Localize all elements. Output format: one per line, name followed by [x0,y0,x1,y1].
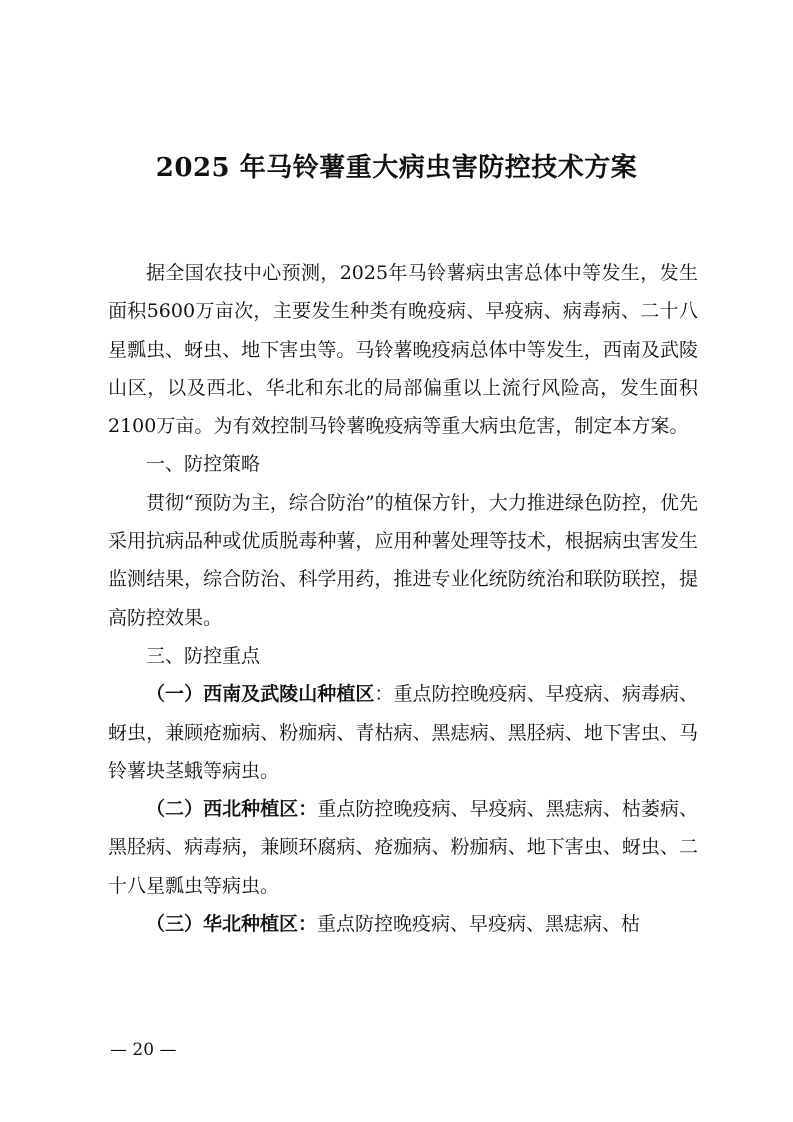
focus-item-southwest [108,675,698,790]
focus-item-northwest-lead: （二）西北种植区： [146,798,318,821]
focus-item-north-china [108,905,698,943]
strategy-paragraph: 贯彻“预防为主，综合防治”的植保方针，大力推进绿色防控，优先采用抗病品种或优质脱毒种薯，应用种薯处理等技术，根据病虫害发生监测结果，综合防治、科学用药，推进专业化统防统治和联防联控，提高防控效果。 [108,491,698,629]
focus-item-northwest-text: 重点防控晚疫病、早疫病、黑痣病、枯萎病、黑胫病、病毒病，兼顾环腐病、疮痂病、粉痂病、地下害虫、蚜虫、二十八星瓢虫等病虫。 [108,798,698,897]
intro-paragraph: 据全国农技中心预测，2025年马铃薯病虫害总体中等发生，发生面积5600万亩次，主要发生种类有晚疫病、早疫病、病毒病、二十八星瓢虫、蚜虫、地下害虫等。马铃薯晚疫病总体中等发生，西南及武陵山区，以及西北、华北和东北的局部偏重以上流行风险高，发生面积2100万亩。为有效控制马铃薯晚疫病等重大病虫危害，制定本方案。 [108,262,698,438]
page-number: — 20 — [110,1040,177,1060]
focus-item-southwest-text: ：重点防控晚疫病、早疫病、病毒病、蚜虫，兼顾疮痂病、粉痂病、青枯病、黑痣病、黑胫病、地下害虫、马铃薯块茎蛾等病虫。 [108,683,698,782]
focus-item-northwest [108,790,698,905]
section-heading-strategy: 一、防控策略 [146,453,261,476]
focus-item-north-china-lead: （三）华北种植区： [146,913,318,936]
document-body [108,254,698,943]
focus-item-north-china-text: 重点防控晚疫病、早疫病、黑痣病、枯 [317,913,641,936]
document-title: 2025 年马铃薯重大病虫害防控技术方案 [155,153,638,183]
focus-item-southwest-lead: （一）西南及武陵山种植区 [146,683,375,706]
section-heading-focus: 三、防控重点 [146,644,261,667]
